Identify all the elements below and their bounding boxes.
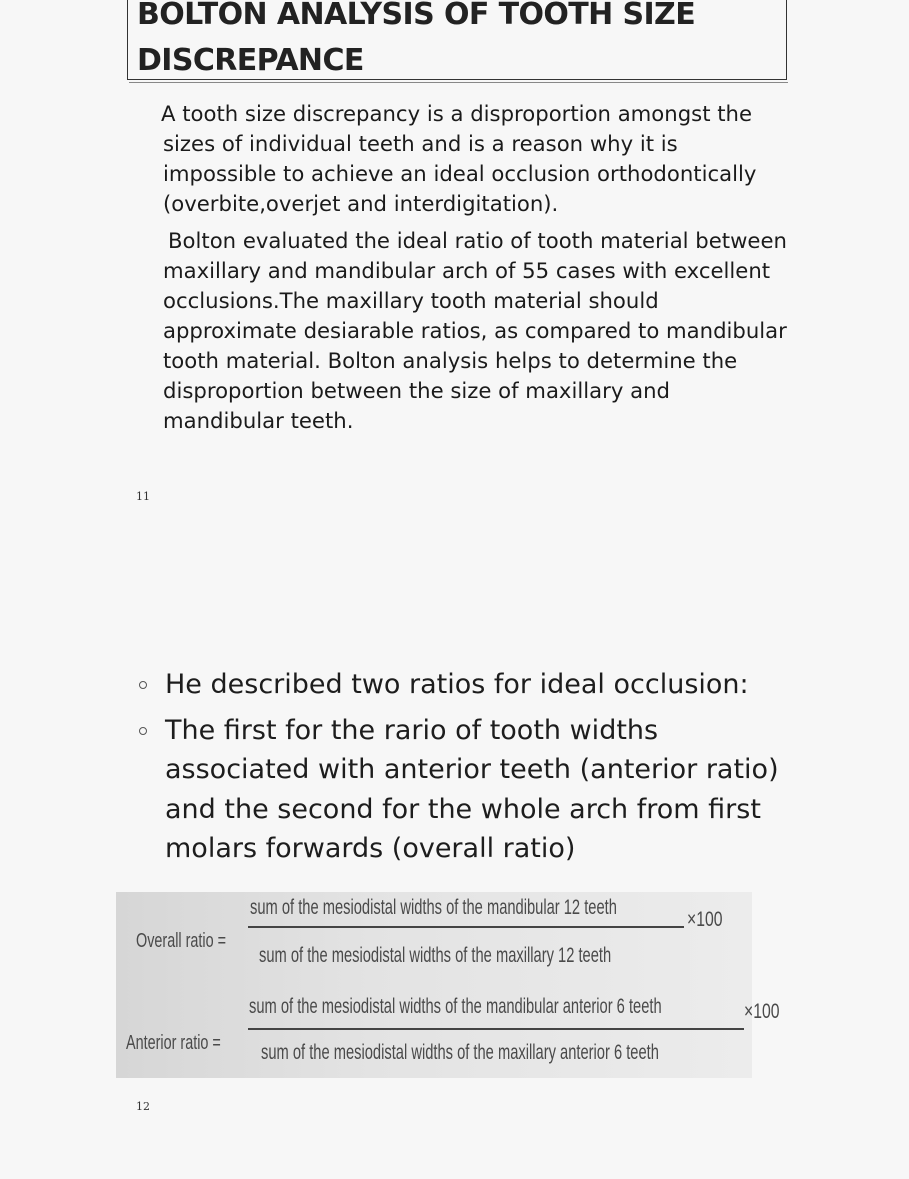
overall-ratio-label: Overall ratio =	[136, 930, 227, 952]
title-box	[127, 0, 787, 80]
anterior-fraction-bar	[248, 1028, 744, 1030]
anterior-ratio-label: Anterior ratio =	[126, 1032, 221, 1054]
formula-image	[116, 892, 780, 1078]
overall-fraction-bar	[248, 926, 684, 928]
anterior-multiplier: ×100	[744, 1000, 780, 1023]
page-title-line-2: DISCREPANCE	[137, 43, 364, 78]
bullet-item	[130, 665, 780, 705]
bolton-paragraph: Bolton evaluated the ideal ratio of tooth material between maxillary and mandibular arch of 55 cases with excellent occlusions.The maxillary tooth material should approximate desiarable ratios, as compared to mandibular tooth material. Bolton analysis helps to determine the disproportion between the size of maxillary and mandibular teeth.	[163, 228, 787, 433]
anterior-numerator: sum of the mesiodistal widths of the mandibular anterior 6 teeth	[249, 995, 662, 1018]
overall-multiplier: ×100	[687, 908, 723, 931]
bullet-text: The first for the rario of tooth widths associated with anterior teeth (anterior ratio) and the second for the whole arch from first molars forwards (overall ratio)	[165, 714, 779, 864]
page-title-line-1: BOLTON ANALYSIS OF TOOTH SIZE	[137, 0, 696, 32]
bullet-text: He described two ratios for ideal occlusion:	[165, 669, 749, 700]
intro-paragraph: A tooth size discrepancy is a disproportion amongst the sizes of individual teeth and is a reason why it is impossible to achieve an ideal occlusion orthodontically (overbite,overjet and interdigitation).	[161, 101, 757, 216]
bullet-list	[130, 665, 780, 875]
bullet-icon	[139, 681, 147, 689]
bullet-icon	[139, 727, 147, 735]
overall-numerator: sum of the mesiodistal widths of the mandibular 12 teeth	[250, 896, 617, 919]
overall-denominator: sum of the mesiodistal widths of the maxillary 12 teeth	[259, 944, 612, 967]
anterior-denominator: sum of the mesiodistal widths of the maxillary anterior 6 teeth	[261, 1041, 659, 1064]
page-number-12: 12	[136, 1100, 150, 1113]
title-underline	[129, 82, 788, 83]
page-number-11: 11	[136, 490, 150, 503]
bullet-item	[130, 711, 780, 869]
